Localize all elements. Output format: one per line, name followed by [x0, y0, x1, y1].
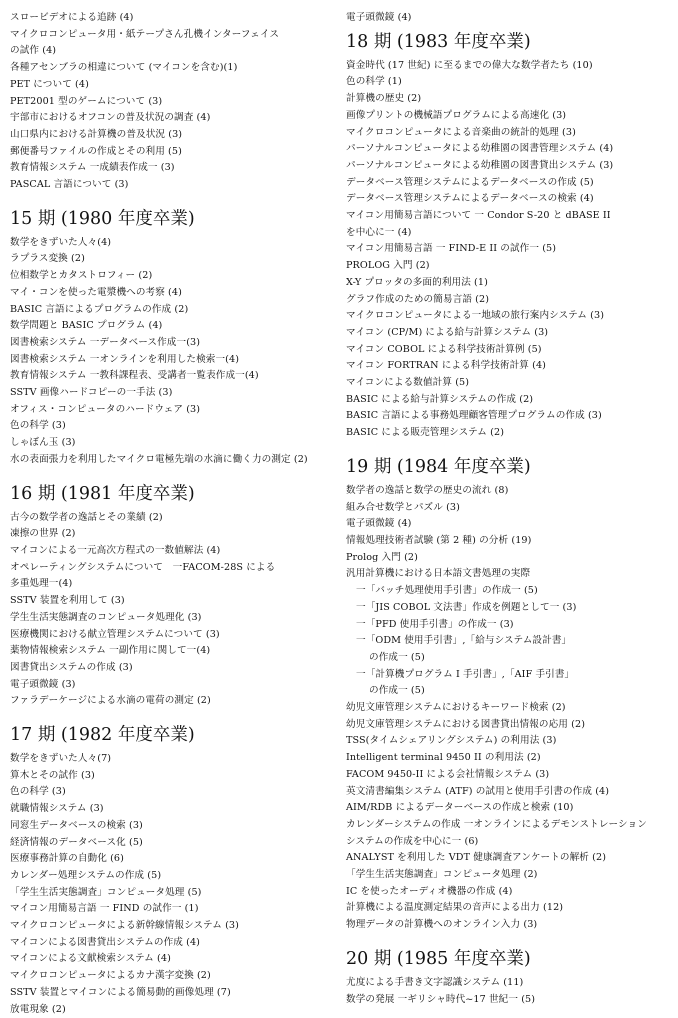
- list-item: 学生生活実態調査のコンピュータ処理化 (3): [10, 611, 202, 623]
- list-item: 凍擦の世界 (2): [10, 528, 76, 540]
- list-item: 幼児文庫管理システムにおける図書貸出情報の応用 (2): [346, 718, 586, 730]
- list-item: 各種アセンブラの相違について (マイコンを含む)(1): [10, 62, 238, 74]
- list-item: 電子頭微鏡 (3): [10, 678, 76, 690]
- list-item: の試作 (4): [10, 45, 57, 57]
- list-item: 画像プリントの機械語プログラムによる高速化 (3): [346, 109, 567, 121]
- list-item: 同窓生データベースの検索 (3): [10, 819, 143, 831]
- list-item: オペレーティングシステムについて 一FACOM-28S による: [10, 561, 276, 573]
- list-item: 汎用計算機における日本語文書処理の実際: [346, 568, 531, 580]
- list-item: 数学をきずいた人々(4): [10, 236, 112, 248]
- list-item: マイコン用簡易言語 一 FIND の試作一 (1): [10, 903, 199, 915]
- list-item: 「学生生活実態調査」コンピュータ処理 (2): [346, 869, 538, 881]
- list-item: IC を使ったオーディオ機器の作成 (4): [346, 885, 513, 897]
- list-item: BASIC 言語によるプログラムの作成 (2): [10, 303, 189, 315]
- list-item: PET について (4): [10, 78, 89, 90]
- list-item: 数学者の逸話と数学の歴史の流れ (8): [346, 484, 509, 496]
- list-item: 教育情報システム 一教科課程表、受講者一覧表作成一(4): [10, 370, 259, 382]
- list-item: 数学をきずいた人々(7): [10, 753, 112, 765]
- list-item: 図書検索システム 一オンラインを利用した検索一(4): [10, 353, 240, 365]
- list-item: マイクロコンピュータによるカナ漢字変換 (2): [10, 970, 211, 982]
- list-item: BASIC による給与計算システムの作成 (2): [346, 393, 534, 405]
- list-item: マイコン (CP/M) による給与計算システム (3): [346, 326, 549, 338]
- list-item: マイコン用簡易言語について 一 Condor S-20 と dBASE II: [346, 210, 611, 222]
- list-item: 「学生生活実態調査」コンピュータ処理 (5): [10, 886, 202, 898]
- list-item: BASIC による販売管理システム (2): [346, 427, 505, 439]
- list-item: マイクロコンピュータによる新幹線情報システム (3): [10, 920, 239, 932]
- section-heading: 18 期 (1983 年度卒業): [346, 31, 531, 52]
- list-item: ANALYST を利用した VDT 健康調査アンケートの解析 (2): [346, 852, 607, 864]
- list-item: 山口県内における計算機の普及状況 (3): [10, 128, 183, 140]
- list-item: マイ・コンを使った電漿機への考察 (4): [10, 286, 182, 298]
- list-item: 一「PFD 使用手引書」の作成一 (3): [356, 618, 514, 630]
- list-item: 教育情報システム 一成績表作成一 (3): [10, 162, 175, 174]
- list-item: SSTV 装置とマイコンによる簡易動的画像処理 (7): [10, 986, 231, 998]
- list-item: マイコンによる文献検索システム (4): [10, 953, 171, 965]
- list-item: 電子頭微鏡 (4): [346, 12, 412, 23]
- left-top-list: [10, 10, 335, 194]
- list-item: 尤度による手書き文字認識システム (11): [346, 976, 524, 988]
- right-column: [346, 10, 672, 1008]
- list-item: カレンダー処理システムの作成 (5): [10, 869, 162, 881]
- list-item: グラフ作成のための簡易言語 (2): [346, 293, 490, 305]
- list-item: の作成一 (5): [369, 685, 425, 697]
- list-item: 就職情報システム (3): [10, 803, 104, 815]
- section-heading: 15 期 (1980 年度卒業): [10, 208, 195, 229]
- list-item: 資金時代 (17 世紀) に至るまでの偉大な数学者たち (10): [346, 59, 593, 71]
- list-item: 図書検索システム 一データベース作成一(3): [10, 336, 201, 348]
- list-item: PROLOG 入門 (2): [346, 260, 430, 272]
- list-item: Intelligent terminal 9450 II の利用法 (2): [346, 752, 541, 764]
- list-item: 算木とその試作 (3): [10, 769, 95, 781]
- list-item: 経済情報のデータベース化 (5): [10, 836, 143, 848]
- list-item: 英文清書編集システム (ATF) の試用と使用手引書の作成 (4): [346, 785, 610, 797]
- list-item: 薬物情報検索システム 一副作用に関して一(4): [10, 645, 211, 657]
- list-item: SSTV 画像ハードコピーの一手法 (3): [10, 387, 173, 399]
- list-item: ラプラス変換 (2): [10, 253, 85, 265]
- list-item: 組み合せ数学とパズル (3): [346, 501, 460, 513]
- list-item: 計算機の歴史 (2): [346, 93, 422, 105]
- list-item: 医療事務計算の自動化 (6): [10, 853, 124, 865]
- list-item: マイコン COBOL による科学技術計算例 (5): [346, 343, 542, 355]
- list-item: 色の科学 (1): [346, 76, 402, 88]
- list-item: 計算機による温度測定結果の音声による出力 (12): [346, 902, 564, 914]
- list-item: PET2001 型のゲームについて (3): [10, 95, 163, 107]
- section-16: [10, 483, 335, 710]
- list-item: TSS(タイムシェアリングシステム) の利用法 (3): [346, 735, 557, 747]
- list-item: マイクロコンピュータによる音楽曲の統計的処理 (3): [346, 126, 576, 138]
- section-heading: 16 期 (1981 年度卒業): [10, 483, 195, 504]
- list-item: 電子頭微鏡 (4): [346, 518, 412, 530]
- right-top-list: [346, 10, 672, 27]
- list-item: カレンダーシステムの作成 一オンラインによるデモンストレーション: [346, 818, 647, 830]
- list-item: マイコン FORTRAN による科学技術計算 (4): [346, 360, 547, 372]
- section-heading: 17 期 (1982 年度卒業): [10, 725, 195, 746]
- list-item: 一「ODM 使用手引書」,「給与システム設計書」: [356, 635, 572, 647]
- list-item: BASIC 言語による事務処理顧客管理プログラムの作成 (3): [346, 410, 602, 422]
- list-item: パーソナルコンピュータによる幼稚園の図書管理システム (4): [346, 143, 614, 155]
- list-item: 多重処理一(4): [10, 578, 73, 590]
- list-item: 一「計算機プログラム I 手引書」,「AIF 手引書」: [356, 668, 575, 680]
- list-item: 一「バッチ処理使用手引書」の作成一 (5): [356, 585, 538, 597]
- list-item: 幼児文庫管理システムにおけるキーワード検索 (2): [346, 702, 566, 714]
- section-17: [10, 724, 335, 1018]
- list-item: システムの作成を中心に一 (6): [346, 835, 479, 847]
- list-item: 古今の数学者の逸話とその業績 (2): [10, 511, 163, 523]
- list-item: 放電現象 (2): [10, 1003, 66, 1015]
- list-item: パーソナルコンピュータによる幼稚園の図書貸出システム (3): [346, 159, 614, 171]
- list-item: 郵便番号ファイルの作成とその利用 (5): [10, 145, 182, 157]
- list-item: の作成一 (5): [369, 651, 425, 663]
- list-item: 数学の発展 一ギリシャ時代~17 世紀一 (5): [346, 993, 536, 1005]
- list-item: FACOM 9450-II による会社情報システム (3): [346, 768, 550, 780]
- section-18: [346, 31, 672, 442]
- section-heading: 19 期 (1984 年度卒業): [346, 456, 531, 477]
- list-item: 情報処理技術者試験 (第 2 種) の分析 (19): [346, 534, 532, 546]
- list-item: 水の表面張力を利用したマイクロ電極先端の水滴に働く力の測定 (2): [10, 453, 308, 465]
- list-item: 色の科学 (3): [10, 420, 66, 432]
- section-15: [10, 208, 335, 469]
- list-item: SSTV 装置を利用して (3): [10, 595, 125, 607]
- list-item: X-Y プロッタの多面的利用法 (1): [346, 276, 488, 288]
- list-item: マイコン用簡易言語 一 FIND-E II の試作一 (5): [346, 243, 557, 255]
- list-item: 色の科学 (3): [10, 786, 66, 798]
- list-item: データベース管理システムによるデータベースの作成 (5): [346, 176, 594, 188]
- list-item: を中心に一 (4): [346, 226, 412, 238]
- list-item: マイクロコンピュータによる一地域の旅行案内システム (3): [346, 310, 605, 322]
- list-item: しゃぼん玉 (3): [10, 437, 76, 449]
- list-item: 医療機関における献立管理システムについて (3): [10, 628, 220, 640]
- list-item: ファラデーケージによる水滴の電荷の測定 (2): [10, 695, 211, 707]
- list-item: Prolog 入門 (2): [346, 551, 418, 563]
- list-item: マイクロコンピュータ用・紙テープさん孔機インターフェイス: [10, 28, 280, 40]
- list-item: 数学問題と BASIC プログラム (4): [10, 320, 163, 332]
- list-item: PASCAL 言語について (3): [10, 179, 129, 191]
- list-item: 図書貸出システムの作成 (3): [10, 661, 133, 673]
- list-item: オフィス・コンピュータのハードウェア (3): [10, 403, 201, 415]
- list-item: マイコンによる図書貸出システムの作成 (4): [10, 936, 200, 948]
- list-item: 位相数学とカタストロフィー (2): [10, 270, 153, 282]
- list-item: 一「JIS COBOL 文法書」作成を例題として一 (3): [356, 601, 577, 613]
- list-item: データベース管理システムによるデータベースの検索 (4): [346, 193, 594, 205]
- list-item: 宇部市におけるオフコンの普及状況の調査 (4): [10, 112, 211, 124]
- list-item: 物理データの計算機へのオンライン入力 (3): [346, 919, 538, 931]
- list-item: マイコンによる一元高次方程式の一数値解法 (4): [10, 544, 221, 556]
- section-20: [346, 948, 672, 1008]
- list-item: マイコンによる数値計算 (5): [346, 377, 470, 389]
- section-19: [346, 456, 672, 934]
- list-item: AIM/RDB によるデーターベースの作成と検索 (10): [346, 802, 574, 814]
- left-column: [10, 10, 335, 1018]
- list-item: スロービデオによる追跡 (4): [10, 12, 134, 23]
- section-heading: 20 期 (1985 年度卒業): [346, 948, 531, 969]
